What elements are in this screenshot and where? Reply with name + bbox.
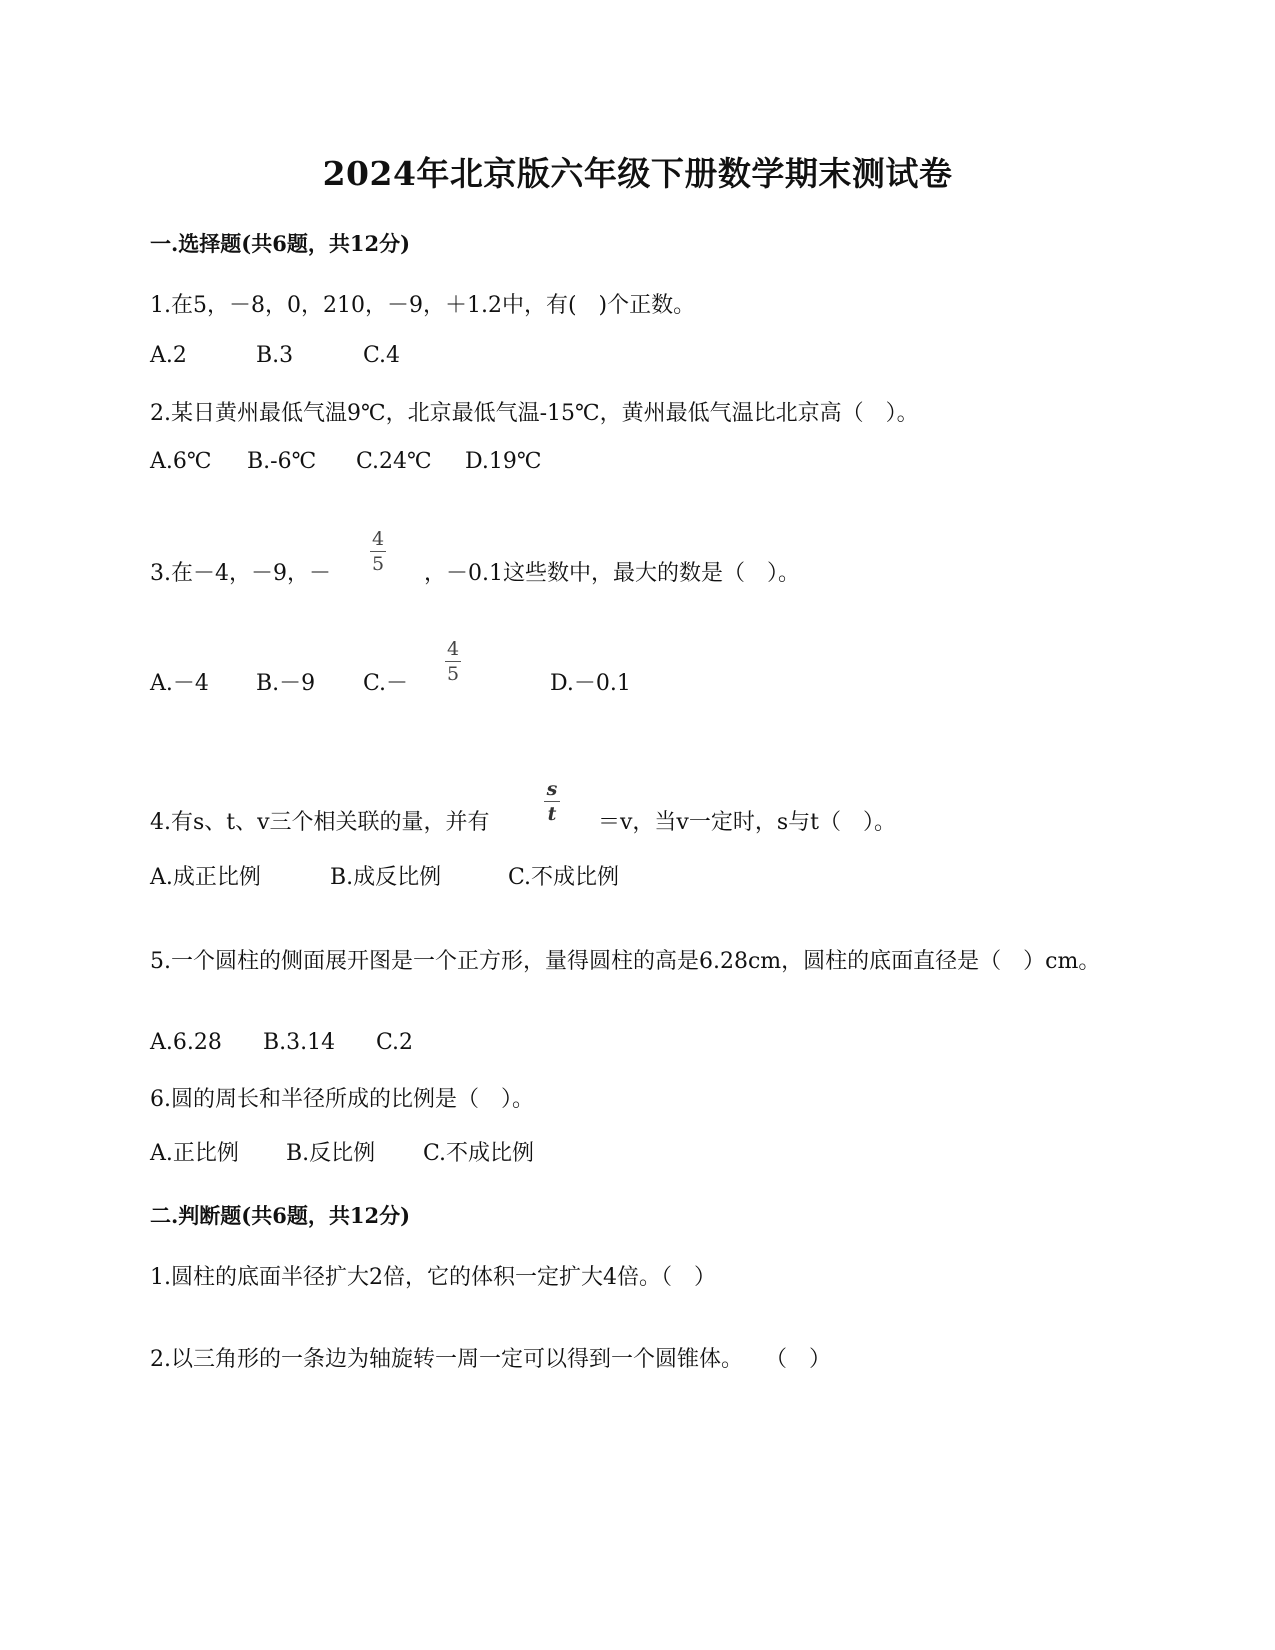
- q2-option-a: A.6℃: [150, 449, 212, 474]
- q2-option-b: B.-6℃: [247, 449, 317, 474]
- q4-fraction: [544, 778, 560, 825]
- q2-option-c: C.24℃: [356, 449, 432, 474]
- question-3-text-before: 3.在－4，－9，－: [150, 561, 331, 586]
- q3-option-c-numerator: 4: [446, 638, 460, 660]
- question-3-text-after: ，－0.1这些数中，最大的数是（ ）。: [424, 561, 800, 586]
- q1-option-a: A.2: [150, 343, 187, 368]
- section-heading-judgement: 二.判断题(共6题，共12分): [150, 1203, 411, 1228]
- judgement-2-text: 2.以三角形的一条边为轴旋转一周一定可以得到一个圆锥体。 （ ）: [150, 1347, 831, 1372]
- q3-option-c-denominator: 5: [446, 663, 460, 685]
- q3-fraction-denominator: 5: [371, 553, 385, 575]
- q5-option-b: B.3.14: [263, 1030, 336, 1055]
- q3-option-d: D.－0.1: [550, 671, 631, 696]
- page-title: 2024年北京版六年级下册数学期末测试卷: [322, 154, 953, 193]
- q1-option-b: B.3: [256, 343, 294, 368]
- q3-option-a: A.－4: [150, 671, 209, 696]
- q3-fraction-numerator: 4: [371, 528, 385, 550]
- q5-option-a: A.6.28: [150, 1030, 222, 1055]
- q1-option-c: C.4: [363, 343, 401, 368]
- question-6-text: 6.圆的周长和半径所成的比例是（ ）。: [150, 1087, 534, 1112]
- question-4-text-before: 4.有s、t、v三个相关联的量，并有: [150, 810, 490, 835]
- q4-option-c: C.不成比例: [508, 865, 620, 890]
- question-2-text: 2.某日黄州最低气温9℃，北京最低气温-15℃，黄州最低气温比北京高（ ）。: [150, 401, 919, 426]
- fraction-bar: [544, 801, 560, 802]
- section-heading-choice: 一.选择题(共6题，共12分): [150, 231, 411, 256]
- judgement-1-text: 1.圆柱的底面半径扩大2倍，它的体积一定扩大4倍。（ ）: [150, 1265, 716, 1290]
- fraction-bar: [445, 661, 461, 662]
- q6-option-b: B.反比例: [286, 1141, 376, 1166]
- q2-option-d: D.19℃: [465, 449, 542, 474]
- q5-option-c: C.2: [376, 1030, 414, 1055]
- q3-option-b: B.－9: [256, 671, 316, 696]
- question-1-text: 1.在5，－8，0，210，－9，＋1.2中，有( )个正数。: [150, 293, 696, 318]
- question-4-text-after: ＝v，当v一定时，s与t（ ）。: [598, 810, 896, 835]
- q4-option-b: B.成反比例: [330, 865, 442, 890]
- q6-option-a: A.正比例: [150, 1141, 239, 1166]
- fraction-bar: [370, 551, 386, 552]
- q4-option-a: A.成正比例: [150, 865, 261, 890]
- q4-fraction-numerator: s: [546, 778, 558, 800]
- q3-fraction: [370, 528, 386, 575]
- q3-option-c-fraction: [445, 638, 461, 685]
- q3-option-c: C.－: [363, 671, 409, 696]
- q4-fraction-denominator: t: [547, 803, 557, 825]
- q6-option-c: C.不成比例: [423, 1141, 535, 1166]
- question-5-text: 5.一个圆柱的侧面展开图是一个正方形，量得圆柱的高是6.28cm，圆柱的底面直径是（ ）cm。: [150, 949, 1101, 974]
